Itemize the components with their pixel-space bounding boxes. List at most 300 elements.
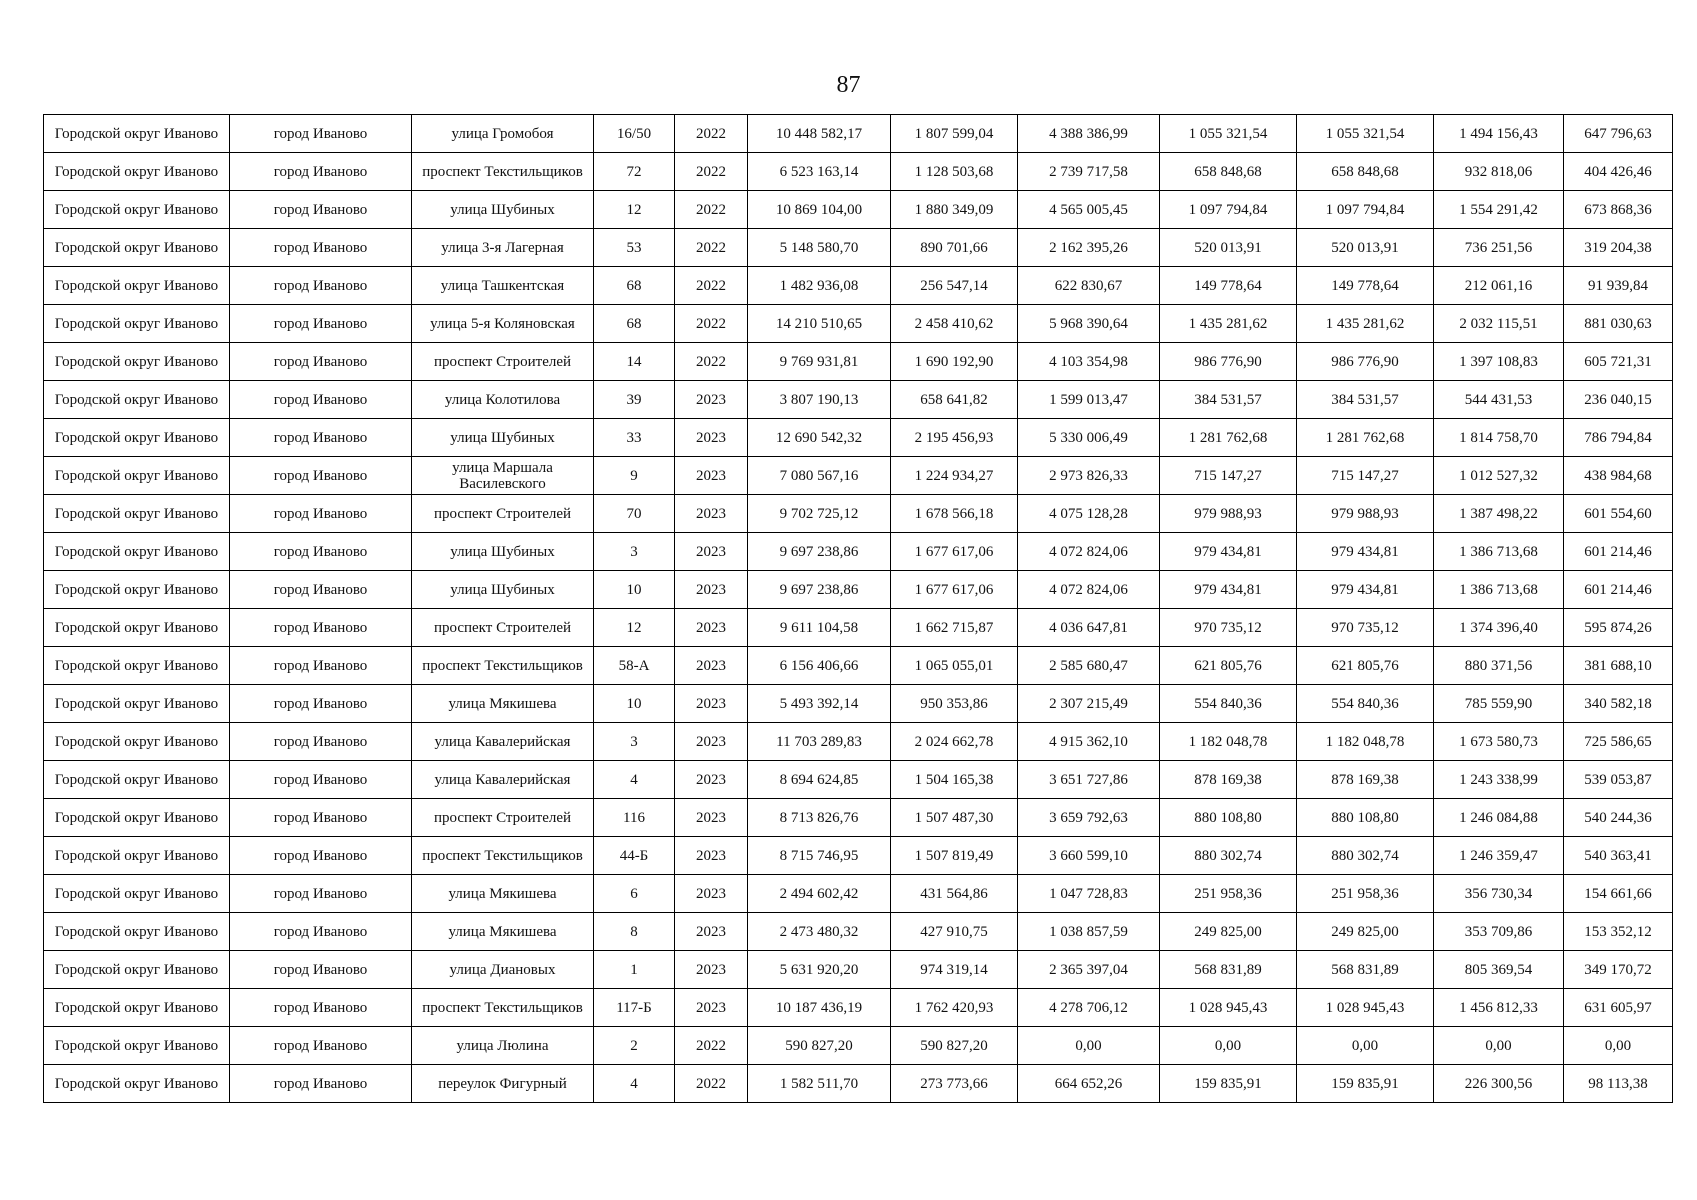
- cost-part-4-cell: 159 835,91: [1297, 1065, 1434, 1103]
- municipality-cell: Городской округ Иваново: [44, 989, 230, 1027]
- cost-part-1-cell: 2 458 410,62: [891, 305, 1018, 343]
- cost-part-4-cell: 880 302,74: [1297, 837, 1434, 875]
- house-number-cell: 12: [594, 191, 675, 229]
- house-number-cell: 39: [594, 381, 675, 419]
- municipality-cell: Городской округ Иваново: [44, 495, 230, 533]
- cost-part-5-cell: 356 730,34: [1434, 875, 1564, 913]
- cost-part-6-cell: 673 868,36: [1564, 191, 1673, 229]
- cost-part-2-cell: 622 830,67: [1018, 267, 1160, 305]
- cost-part-2-cell: 4 072 824,06: [1018, 571, 1160, 609]
- house-number-cell: 9: [594, 457, 675, 495]
- cost-part-4-cell: 149 778,64: [1297, 267, 1434, 305]
- year-cell: 2022: [675, 267, 748, 305]
- cost-part-2-cell: 2 585 680,47: [1018, 647, 1160, 685]
- street-cell: улица Диановых: [412, 951, 594, 989]
- cost-part-3-cell: 159 835,91: [1160, 1065, 1297, 1103]
- house-number-cell: 10: [594, 571, 675, 609]
- cost-part-2-cell: 4 036 647,81: [1018, 609, 1160, 647]
- house-number-cell: 117-Б: [594, 989, 675, 1027]
- cost-part-4-cell: 1 182 048,78: [1297, 723, 1434, 761]
- cost-part-5-cell: 1 012 527,32: [1434, 457, 1564, 495]
- street-cell: проспект Строителей: [412, 609, 594, 647]
- year-cell: 2022: [675, 343, 748, 381]
- total-cost-cell: 9 697 238,86: [748, 571, 891, 609]
- year-cell: 2023: [675, 875, 748, 913]
- table-row: [44, 1065, 1673, 1103]
- total-cost-cell: 9 611 104,58: [748, 609, 891, 647]
- municipality-cell: Городской округ Иваново: [44, 1065, 230, 1103]
- cost-part-2-cell: 5 330 006,49: [1018, 419, 1160, 457]
- total-cost-cell: 14 210 510,65: [748, 305, 891, 343]
- cost-part-5-cell: 1 246 359,47: [1434, 837, 1564, 875]
- cost-part-3-cell: 520 013,91: [1160, 229, 1297, 267]
- total-cost-cell: 2 494 602,42: [748, 875, 891, 913]
- cost-part-6-cell: 340 582,18: [1564, 685, 1673, 723]
- cost-part-1-cell: 658 641,82: [891, 381, 1018, 419]
- cost-part-3-cell: 979 434,81: [1160, 533, 1297, 571]
- cost-part-6-cell: 601 214,46: [1564, 533, 1673, 571]
- total-cost-cell: 7 080 567,16: [748, 457, 891, 495]
- table-row: [44, 761, 1673, 799]
- table-row: [44, 609, 1673, 647]
- settlement-cell: город Иваново: [230, 495, 412, 533]
- cost-part-1-cell: 2 024 662,78: [891, 723, 1018, 761]
- cost-part-6-cell: 595 874,26: [1564, 609, 1673, 647]
- municipality-cell: Городской округ Иваново: [44, 381, 230, 419]
- cost-part-3-cell: 1 055 321,54: [1160, 115, 1297, 153]
- cost-part-1-cell: 1 065 055,01: [891, 647, 1018, 685]
- municipality-cell: Городской округ Иваново: [44, 419, 230, 457]
- cost-part-5-cell: 353 709,86: [1434, 913, 1564, 951]
- total-cost-cell: 5 631 920,20: [748, 951, 891, 989]
- cost-part-2-cell: 2 973 826,33: [1018, 457, 1160, 495]
- cost-part-5-cell: 212 061,16: [1434, 267, 1564, 305]
- settlement-cell: город Иваново: [230, 1065, 412, 1103]
- house-number-cell: 6: [594, 875, 675, 913]
- year-cell: 2023: [675, 723, 748, 761]
- street-cell: улица Маршала Василевского: [412, 457, 594, 495]
- total-cost-cell: 1 482 936,08: [748, 267, 891, 305]
- cost-part-5-cell: 805 369,54: [1434, 951, 1564, 989]
- cost-part-3-cell: 970 735,12: [1160, 609, 1297, 647]
- total-cost-cell: 6 523 163,14: [748, 153, 891, 191]
- municipality-cell: Городской округ Иваново: [44, 685, 230, 723]
- cost-part-3-cell: 249 825,00: [1160, 913, 1297, 951]
- cost-part-2-cell: 3 660 599,10: [1018, 837, 1160, 875]
- municipality-cell: Городской округ Иваново: [44, 761, 230, 799]
- cost-part-4-cell: 986 776,90: [1297, 343, 1434, 381]
- house-number-cell: 14: [594, 343, 675, 381]
- cost-part-2-cell: 1 038 857,59: [1018, 913, 1160, 951]
- settlement-cell: город Иваново: [230, 913, 412, 951]
- cost-part-4-cell: 658 848,68: [1297, 153, 1434, 191]
- municipality-cell: Городской округ Иваново: [44, 533, 230, 571]
- street-cell: улица 5-я Коляновская: [412, 305, 594, 343]
- data-table: [43, 114, 1673, 1103]
- street-cell: улица Шубиных: [412, 533, 594, 571]
- year-cell: 2023: [675, 837, 748, 875]
- municipality-cell: Городской округ Иваново: [44, 115, 230, 153]
- cost-part-5-cell: 1 246 084,88: [1434, 799, 1564, 837]
- cost-part-5-cell: 226 300,56: [1434, 1065, 1564, 1103]
- settlement-cell: город Иваново: [230, 989, 412, 1027]
- municipality-cell: Городской округ Иваново: [44, 305, 230, 343]
- table-row: [44, 191, 1673, 229]
- settlement-cell: город Иваново: [230, 761, 412, 799]
- cost-part-5-cell: 1 494 156,43: [1434, 115, 1564, 153]
- total-cost-cell: 9 702 725,12: [748, 495, 891, 533]
- table-row: [44, 153, 1673, 191]
- cost-part-4-cell: 1 055 321,54: [1297, 115, 1434, 153]
- cost-part-1-cell: 427 910,75: [891, 913, 1018, 951]
- municipality-cell: Городской округ Иваново: [44, 191, 230, 229]
- street-cell: проспект Текстильщиков: [412, 837, 594, 875]
- total-cost-cell: 12 690 542,32: [748, 419, 891, 457]
- cost-part-3-cell: 384 531,57: [1160, 381, 1297, 419]
- cost-part-3-cell: 1 435 281,62: [1160, 305, 1297, 343]
- cost-part-6-cell: 154 661,66: [1564, 875, 1673, 913]
- street-cell: улица Кавалерийская: [412, 723, 594, 761]
- house-number-cell: 1: [594, 951, 675, 989]
- cost-part-4-cell: 880 108,80: [1297, 799, 1434, 837]
- cost-part-4-cell: 554 840,36: [1297, 685, 1434, 723]
- cost-part-6-cell: 601 214,46: [1564, 571, 1673, 609]
- year-cell: 2023: [675, 533, 748, 571]
- house-number-cell: 3: [594, 723, 675, 761]
- settlement-cell: город Иваново: [230, 1027, 412, 1065]
- municipality-cell: Городской округ Иваново: [44, 723, 230, 761]
- house-number-cell: 3: [594, 533, 675, 571]
- total-cost-cell: 6 156 406,66: [748, 647, 891, 685]
- municipality-cell: Городской округ Иваново: [44, 153, 230, 191]
- year-cell: 2023: [675, 571, 748, 609]
- settlement-cell: город Иваново: [230, 381, 412, 419]
- cost-part-6-cell: 725 586,65: [1564, 723, 1673, 761]
- cost-part-3-cell: 979 988,93: [1160, 495, 1297, 533]
- cost-part-6-cell: 631 605,97: [1564, 989, 1673, 1027]
- cost-part-5-cell: 1 387 498,22: [1434, 495, 1564, 533]
- municipality-cell: Городской округ Иваново: [44, 913, 230, 951]
- cost-part-2-cell: 664 652,26: [1018, 1065, 1160, 1103]
- cost-part-6-cell: 0,00: [1564, 1027, 1673, 1065]
- cost-part-6-cell: 539 053,87: [1564, 761, 1673, 799]
- year-cell: 2023: [675, 761, 748, 799]
- cost-part-2-cell: 2 162 395,26: [1018, 229, 1160, 267]
- cost-part-1-cell: 590 827,20: [891, 1027, 1018, 1065]
- street-cell: проспект Строителей: [412, 799, 594, 837]
- cost-part-2-cell: 3 659 792,63: [1018, 799, 1160, 837]
- house-number-cell: 12: [594, 609, 675, 647]
- cost-part-1-cell: 431 564,86: [891, 875, 1018, 913]
- municipality-cell: Городской округ Иваново: [44, 837, 230, 875]
- cost-part-4-cell: 249 825,00: [1297, 913, 1434, 951]
- cost-part-6-cell: 438 984,68: [1564, 457, 1673, 495]
- cost-part-1-cell: 1 807 599,04: [891, 115, 1018, 153]
- settlement-cell: город Иваново: [230, 115, 412, 153]
- year-cell: 2023: [675, 913, 748, 951]
- cost-part-5-cell: 1 456 812,33: [1434, 989, 1564, 1027]
- year-cell: 2023: [675, 647, 748, 685]
- settlement-cell: город Иваново: [230, 191, 412, 229]
- cost-part-5-cell: 1 386 713,68: [1434, 533, 1564, 571]
- cost-part-2-cell: 1 599 013,47: [1018, 381, 1160, 419]
- house-number-cell: 8: [594, 913, 675, 951]
- cost-part-1-cell: 1 690 192,90: [891, 343, 1018, 381]
- settlement-cell: город Иваново: [230, 305, 412, 343]
- street-cell: улица Шубиных: [412, 571, 594, 609]
- table-row: [44, 685, 1673, 723]
- cost-part-2-cell: 1 047 728,83: [1018, 875, 1160, 913]
- year-cell: 2023: [675, 609, 748, 647]
- cost-part-4-cell: 384 531,57: [1297, 381, 1434, 419]
- cost-part-5-cell: 736 251,56: [1434, 229, 1564, 267]
- settlement-cell: город Иваново: [230, 419, 412, 457]
- cost-part-2-cell: 5 968 390,64: [1018, 305, 1160, 343]
- cost-part-4-cell: 520 013,91: [1297, 229, 1434, 267]
- total-cost-cell: 11 703 289,83: [748, 723, 891, 761]
- cost-part-3-cell: 1 281 762,68: [1160, 419, 1297, 457]
- cost-part-3-cell: 878 169,38: [1160, 761, 1297, 799]
- cost-part-6-cell: 540 363,41: [1564, 837, 1673, 875]
- settlement-cell: город Иваново: [230, 837, 412, 875]
- cost-part-5-cell: 1 814 758,70: [1434, 419, 1564, 457]
- total-cost-cell: 10 448 582,17: [748, 115, 891, 153]
- house-number-cell: 53: [594, 229, 675, 267]
- street-cell: улица Шубиных: [412, 419, 594, 457]
- street-cell: улица Шубиных: [412, 191, 594, 229]
- table-row: [44, 457, 1673, 495]
- cost-part-1-cell: 1 224 934,27: [891, 457, 1018, 495]
- house-number-cell: 16/50: [594, 115, 675, 153]
- cost-part-4-cell: 878 169,38: [1297, 761, 1434, 799]
- street-cell: проспект Строителей: [412, 495, 594, 533]
- cost-part-5-cell: 785 559,90: [1434, 685, 1564, 723]
- street-cell: улица Мякишева: [412, 685, 594, 723]
- cost-part-5-cell: 1 397 108,83: [1434, 343, 1564, 381]
- street-cell: переулок Фигурный: [412, 1065, 594, 1103]
- cost-part-4-cell: 621 805,76: [1297, 647, 1434, 685]
- cost-part-1-cell: 1 662 715,87: [891, 609, 1018, 647]
- cost-part-4-cell: 0,00: [1297, 1027, 1434, 1065]
- street-cell: улица Ташкентская: [412, 267, 594, 305]
- cost-part-3-cell: 149 778,64: [1160, 267, 1297, 305]
- settlement-cell: город Иваново: [230, 875, 412, 913]
- cost-part-6-cell: 404 426,46: [1564, 153, 1673, 191]
- year-cell: 2022: [675, 305, 748, 343]
- settlement-cell: город Иваново: [230, 647, 412, 685]
- house-number-cell: 4: [594, 1065, 675, 1103]
- cost-part-5-cell: 1 374 396,40: [1434, 609, 1564, 647]
- settlement-cell: город Иваново: [230, 951, 412, 989]
- year-cell: 2023: [675, 457, 748, 495]
- cost-part-5-cell: 544 431,53: [1434, 381, 1564, 419]
- year-cell: 2022: [675, 1027, 748, 1065]
- house-number-cell: 68: [594, 267, 675, 305]
- total-cost-cell: 3 807 190,13: [748, 381, 891, 419]
- cost-part-3-cell: 251 958,36: [1160, 875, 1297, 913]
- cost-part-2-cell: 4 915 362,10: [1018, 723, 1160, 761]
- table-row: [44, 343, 1673, 381]
- municipality-cell: Городской округ Иваново: [44, 1027, 230, 1065]
- cost-part-6-cell: 540 244,36: [1564, 799, 1673, 837]
- street-cell: улица Громобоя: [412, 115, 594, 153]
- table-row: [44, 571, 1673, 609]
- cost-part-2-cell: 3 651 727,86: [1018, 761, 1160, 799]
- cost-part-1-cell: 256 547,14: [891, 267, 1018, 305]
- cost-part-1-cell: 974 319,14: [891, 951, 1018, 989]
- table-row: [44, 1027, 1673, 1065]
- total-cost-cell: 1 582 511,70: [748, 1065, 891, 1103]
- house-number-cell: 72: [594, 153, 675, 191]
- cost-part-2-cell: 4 388 386,99: [1018, 115, 1160, 153]
- total-cost-cell: 10 187 436,19: [748, 989, 891, 1027]
- table-row: [44, 533, 1673, 571]
- cost-part-1-cell: 1 507 487,30: [891, 799, 1018, 837]
- total-cost-cell: 5 148 580,70: [748, 229, 891, 267]
- house-number-cell: 68: [594, 305, 675, 343]
- cost-part-3-cell: 568 831,89: [1160, 951, 1297, 989]
- cost-part-3-cell: 1 097 794,84: [1160, 191, 1297, 229]
- page-number: 87: [836, 72, 861, 98]
- cost-part-3-cell: 986 776,90: [1160, 343, 1297, 381]
- municipality-cell: Городской округ Иваново: [44, 609, 230, 647]
- table-row: [44, 647, 1673, 685]
- total-cost-cell: 5 493 392,14: [748, 685, 891, 723]
- street-cell: проспект Текстильщиков: [412, 153, 594, 191]
- cost-part-3-cell: 0,00: [1160, 1027, 1297, 1065]
- municipality-cell: Городской округ Иваново: [44, 951, 230, 989]
- municipality-cell: Городской округ Иваново: [44, 457, 230, 495]
- municipality-cell: Городской округ Иваново: [44, 229, 230, 267]
- cost-part-4-cell: 979 988,93: [1297, 495, 1434, 533]
- settlement-cell: город Иваново: [230, 571, 412, 609]
- street-cell: улица 3-я Лагерная: [412, 229, 594, 267]
- cost-part-4-cell: 979 434,81: [1297, 533, 1434, 571]
- total-cost-cell: 8 715 746,95: [748, 837, 891, 875]
- house-number-cell: 4: [594, 761, 675, 799]
- cost-part-3-cell: 715 147,27: [1160, 457, 1297, 495]
- cost-part-2-cell: 2 365 397,04: [1018, 951, 1160, 989]
- cost-part-1-cell: 890 701,66: [891, 229, 1018, 267]
- total-cost-cell: 9 769 931,81: [748, 343, 891, 381]
- table-row: [44, 115, 1673, 153]
- year-cell: 2022: [675, 115, 748, 153]
- municipality-cell: Городской округ Иваново: [44, 799, 230, 837]
- cost-part-4-cell: 1 028 945,43: [1297, 989, 1434, 1027]
- street-cell: проспект Текстильщиков: [412, 647, 594, 685]
- cost-part-5-cell: 1 673 580,73: [1434, 723, 1564, 761]
- cost-part-5-cell: 1 386 713,68: [1434, 571, 1564, 609]
- cost-part-6-cell: 98 113,38: [1564, 1065, 1673, 1103]
- cost-part-6-cell: 349 170,72: [1564, 951, 1673, 989]
- cost-part-6-cell: 381 688,10: [1564, 647, 1673, 685]
- settlement-cell: город Иваново: [230, 799, 412, 837]
- cost-part-1-cell: 1 678 566,18: [891, 495, 1018, 533]
- cost-part-6-cell: 605 721,31: [1564, 343, 1673, 381]
- cost-part-1-cell: 1 504 165,38: [891, 761, 1018, 799]
- house-number-cell: 44-Б: [594, 837, 675, 875]
- table-row: [44, 305, 1673, 343]
- settlement-cell: город Иваново: [230, 229, 412, 267]
- cost-part-5-cell: 932 818,06: [1434, 153, 1564, 191]
- table-row: [44, 913, 1673, 951]
- year-cell: 2023: [675, 381, 748, 419]
- house-number-cell: 116: [594, 799, 675, 837]
- year-cell: 2022: [675, 191, 748, 229]
- cost-part-3-cell: 979 434,81: [1160, 571, 1297, 609]
- cost-part-1-cell: 1 880 349,09: [891, 191, 1018, 229]
- cost-part-3-cell: 1 182 048,78: [1160, 723, 1297, 761]
- street-cell: проспект Строителей: [412, 343, 594, 381]
- house-number-cell: 33: [594, 419, 675, 457]
- cost-part-6-cell: 319 204,38: [1564, 229, 1673, 267]
- cost-part-1-cell: 273 773,66: [891, 1065, 1018, 1103]
- cost-part-6-cell: 601 554,60: [1564, 495, 1673, 533]
- cost-part-6-cell: 881 030,63: [1564, 305, 1673, 343]
- street-cell: улица Кавалерийская: [412, 761, 594, 799]
- total-cost-cell: 8 713 826,76: [748, 799, 891, 837]
- cost-part-2-cell: 4 072 824,06: [1018, 533, 1160, 571]
- year-cell: 2023: [675, 951, 748, 989]
- year-cell: 2022: [675, 153, 748, 191]
- cost-part-5-cell: 1 554 291,42: [1434, 191, 1564, 229]
- municipality-cell: Городской округ Иваново: [44, 875, 230, 913]
- year-cell: 2023: [675, 419, 748, 457]
- cost-part-1-cell: 1 507 819,49: [891, 837, 1018, 875]
- year-cell: 2022: [675, 229, 748, 267]
- cost-part-5-cell: 880 371,56: [1434, 647, 1564, 685]
- municipality-cell: Городской округ Иваново: [44, 343, 230, 381]
- total-cost-cell: 590 827,20: [748, 1027, 891, 1065]
- municipality-cell: Городской округ Иваново: [44, 647, 230, 685]
- cost-part-1-cell: 1 677 617,06: [891, 533, 1018, 571]
- settlement-cell: город Иваново: [230, 609, 412, 647]
- year-cell: 2023: [675, 685, 748, 723]
- cost-part-1-cell: 1 762 420,93: [891, 989, 1018, 1027]
- cost-part-3-cell: 880 302,74: [1160, 837, 1297, 875]
- table-row: [44, 229, 1673, 267]
- table-row: [44, 875, 1673, 913]
- cost-part-1-cell: 950 353,86: [891, 685, 1018, 723]
- year-cell: 2022: [675, 1065, 748, 1103]
- table-row: [44, 989, 1673, 1027]
- settlement-cell: город Иваново: [230, 343, 412, 381]
- total-cost-cell: 10 869 104,00: [748, 191, 891, 229]
- cost-part-5-cell: 0,00: [1434, 1027, 1564, 1065]
- house-number-cell: 58-А: [594, 647, 675, 685]
- settlement-cell: город Иваново: [230, 533, 412, 571]
- cost-part-2-cell: 4 565 005,45: [1018, 191, 1160, 229]
- street-cell: улица Мякишева: [412, 913, 594, 951]
- settlement-cell: город Иваново: [230, 153, 412, 191]
- cost-part-6-cell: 153 352,12: [1564, 913, 1673, 951]
- cost-part-6-cell: 647 796,63: [1564, 115, 1673, 153]
- total-cost-cell: 9 697 238,86: [748, 533, 891, 571]
- cost-part-5-cell: 2 032 115,51: [1434, 305, 1564, 343]
- cost-part-4-cell: 970 735,12: [1297, 609, 1434, 647]
- street-cell: улица Люлина: [412, 1027, 594, 1065]
- cost-part-4-cell: 251 958,36: [1297, 875, 1434, 913]
- cost-part-1-cell: 1 677 617,06: [891, 571, 1018, 609]
- cost-part-3-cell: 1 028 945,43: [1160, 989, 1297, 1027]
- year-cell: 2023: [675, 495, 748, 533]
- cost-part-4-cell: 715 147,27: [1297, 457, 1434, 495]
- cost-part-3-cell: 554 840,36: [1160, 685, 1297, 723]
- cost-part-5-cell: 1 243 338,99: [1434, 761, 1564, 799]
- house-number-cell: 2: [594, 1027, 675, 1065]
- cost-part-3-cell: 621 805,76: [1160, 647, 1297, 685]
- year-cell: 2023: [675, 799, 748, 837]
